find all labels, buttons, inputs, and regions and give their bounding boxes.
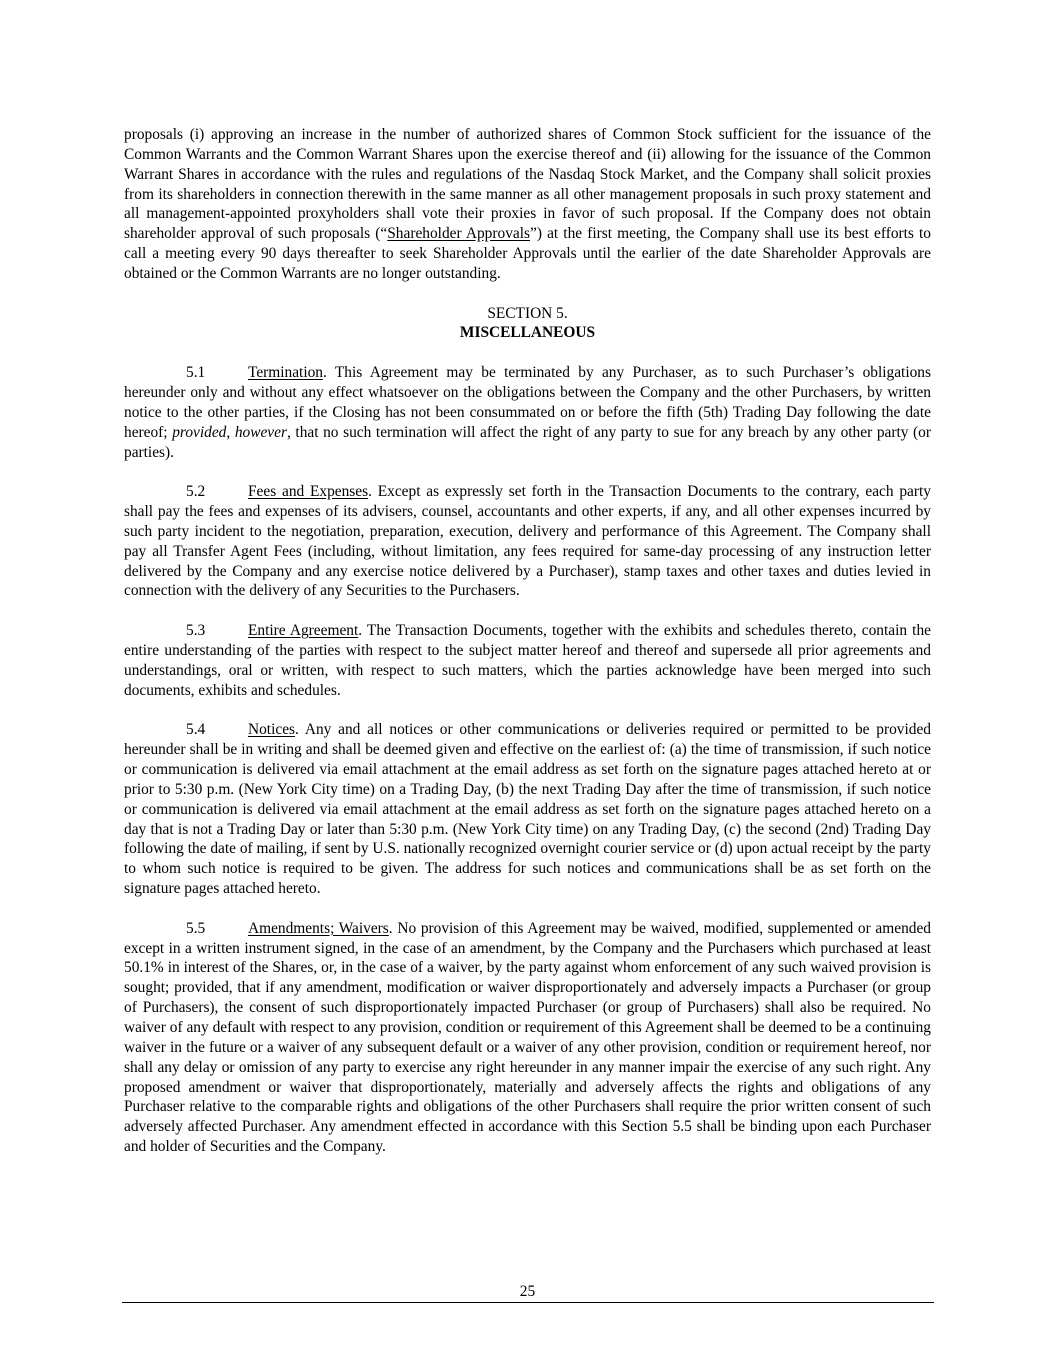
section-heading [124,304,931,344]
clause-heading: Termination [248,364,323,382]
section-number: SECTION 5. [487,304,568,322]
clause-text: . No provision of this Agreement may be waived, modified, supplemented or amended except in a written instrument signed, in the case of an amendment, by the Company and the Purchasers which purchased at least 50.1% in interest of the Shares, or, in the case of a waiver, by the party against whom enforcement of any such waived provision is sought; provided, that if any amendment, modification or waiver disproportionately and adversely impacts a Purchaser (or group of Purchasers), the consent of such disproportionately impacted Purchaser (or group of Purchasers) shall also be required. No waiver of any default with respect to any provision, condition or requirement of this Agreement shall be deemed to be a continuing waiver in the future or a waiver of any subsequent default or a waiver of any other provision, condition or requirement hereof, nor shall any delay or omission of any party to exercise any right hereunder in any manner impair the exercise of any such right. Any proposed amendment or waiver that disproportionately, materially and adversely affects the rights and obligations of any Purchaser relative to the comparable rights and obligations of the other Purchasers shall require the prior written consent of such adversely affected Purchaser. Any amendment effected in accordance with this Section 5.5 shall be binding upon each Purchaser and holder of Securities and the Company. [124,919,931,1156]
clause-text: . This Agreement may be terminated by any Purchaser, as to such Purchaser’s obligations hereunder only and without any effect whatsoever on the obligations between the Company and the other Purchasers, by written notice to the other parties, if the Closing has not been consummated on or before the fifth (5th) Trading Day following the date hereof; [124,364,931,441]
clause-5-5 [124,919,931,1157]
intro-text: proposals (i) approving an increase in the number of authorized shares of Common Stock sufficient for the issuance of the Common Warrants and the Common Warrant Shares upon the exercise thereof and (ii) allowing for the issuance of the Common Warrant Shares in accordance with the rules and regulations of the Nasdaq Stock Market, and the Company shall solicit proxies from its shareholders in connection therewith in the same manner as all other management proposals in such proxy statement and all management-appointed proxyholders shall vote their proxies in favor of such proposal. If the Company does not obtain shareholder approval of such proposals (“ [124,126,931,243]
clause-heading: Fees and Expenses [248,483,369,501]
clause-comma: , [226,423,235,441]
page-number: 25 [519,1283,536,1300]
clause-number: 5.1 [186,364,206,382]
clause-5-1 [124,363,931,462]
defined-term-shareholder-approvals: Shareholder Approvals [387,225,530,243]
clause-number: 5.4 [186,721,206,739]
clause-heading: Entire Agreement [248,622,359,640]
page-body [124,125,931,1157]
italic-provided: provided [172,423,227,441]
intro-paragraph [124,125,931,284]
clause-5-2 [124,482,931,601]
clause-number: 5.2 [186,483,206,501]
section-title: MISCELLANEOUS [459,324,596,342]
clause-text-continued: , that no such termination will affect the right of any party to sue for any breach by any other party (or parties). [124,423,931,461]
clause-5-3 [124,621,931,700]
clause-heading: Notices [248,721,296,739]
clause-text: . Any and all notices or other communications or deliveries required or permitted to be provided hereunder shall be in writing and shall be deemed given and effective on the earliest of: (a) the time of transmission, if such notice or communication is delivered via email attachment at the email address as set forth on the signature pages attached hereto at or prior to 5:30 p.m. (New York City time) on a Trading Day, (b) the next Trading Day after the time of transmission, if such notice or communication is delivered via email attachment at the email address as set forth on the signature pages attached hereto on a day that is not a Trading Day or later than 5:30 p.m. (New York City time) on any Trading Day, (c) the second (2nd) Trading Day following the date of mailing, if sent by U.S. nationally recognized overnight courier service or (d) upon actual receipt by the party to whom such notice is required to be given. The address for such notices and communications shall be as set forth on the signature pages attached hereto. [124,721,931,898]
intro-text-continued: ”) at the first meeting, the Company shall use its best efforts to call a meeting every 90 days thereafter to seek Shareholder Approvals until the earlier of the date Shareholder Approvals are obtained or the Common Warrants are no longer outstanding. [124,225,931,282]
clause-5-4 [124,720,931,899]
italic-however: however [234,423,287,441]
clause-heading: Amendments; Waivers [248,919,389,937]
footer-rule [122,1302,934,1303]
clause-text: . Except as expressly set forth in the Transaction Documents to the contrary, each party shall pay the fees and expenses of its advisers, counsel, accountants and other experts, if any, and all other expenses incurred by such party incident to the negotiation, preparation, execution, delivery and performance of this Agreement. The Company shall pay all Transfer Agent Fees (including, without limitation, any fees required for same-day processing of any instruction letter delivered by the Company and any exercise notice delivered by a Purchaser), stamp taxes and other taxes and duties levied in connection with the delivery of any Securities to the Purchasers. [124,483,931,600]
clause-number: 5.5 [186,919,206,937]
clause-number: 5.3 [186,622,206,640]
clause-text: . The Transaction Documents, together with the exhibits and schedules thereto, contain the entire understanding of the parties with respect to the subject matter hereof and thereof and supersede all prior agreements and understandings, oral or written, with respect to such matters, which the parties acknowledge have been merged into such documents, exhibits and schedules. [124,622,931,699]
